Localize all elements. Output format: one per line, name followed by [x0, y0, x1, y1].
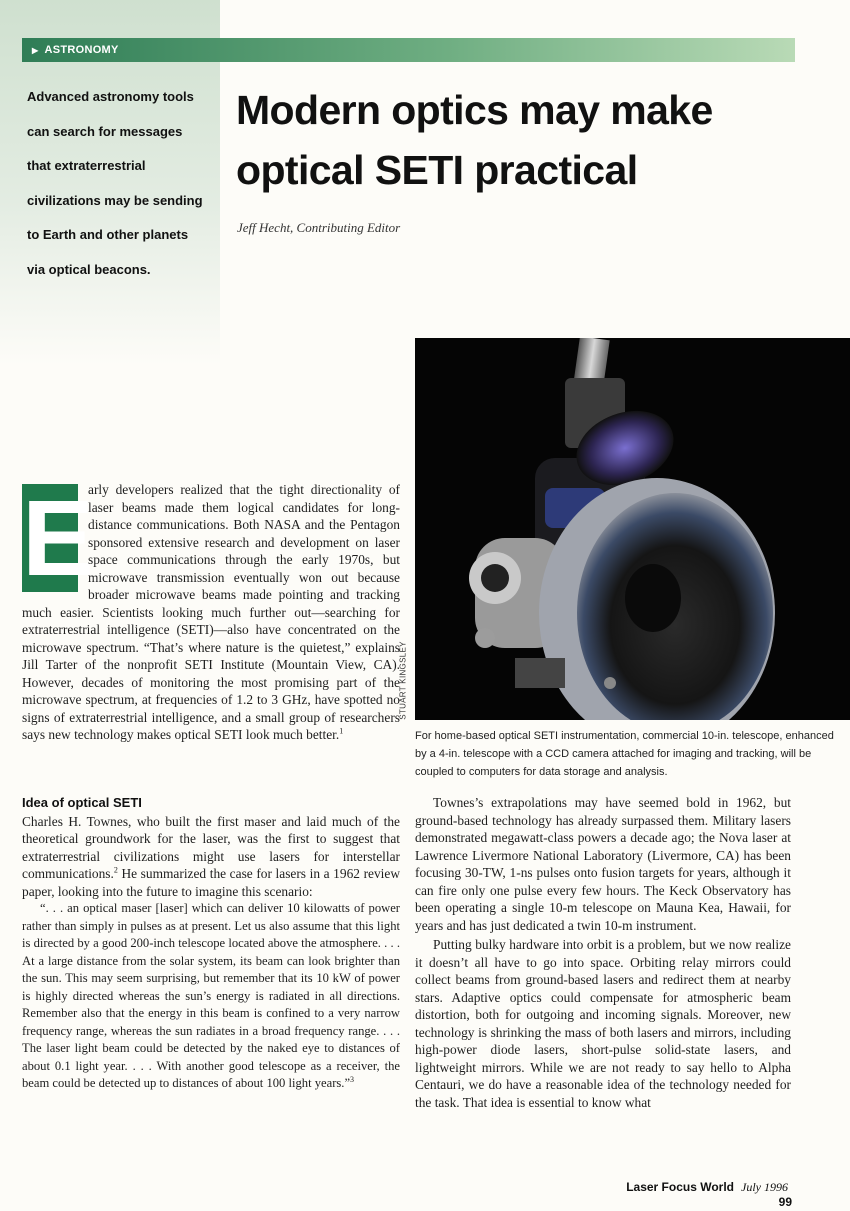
footnote-ref: 1 [339, 726, 344, 736]
right-column [415, 794, 791, 1111]
body-paragraph: Putting bulky hardware into orbit is a problem, but we now realize it doesn’t all have to go into space. Orbiting relay mirrors could collect beams from ground-based lasers and redirect them at nearby stars. Adaptive optics could compensate for atmospheric beam distortion, both for outgoing and incoming signals. Moreover, new technology is shrinking the mass of both lasers and mirrors, including high-power diode lasers, short-pulse solid-state lasers, and lightweight mirrors. While we are not ready to say hello to Alpha Centauri, we do have a reasonable idea of the technology needed for the task. That idea is essential to know what [415, 937, 791, 1110]
telescope-photo [415, 338, 850, 720]
issue-date: July 1996 [741, 1180, 788, 1194]
body-paragraph: Townes’s extrapolations may have seemed bold in 1962, but ground-based technology has already surpassed them. Military lasers demonstrated megawatt-class powers a decade ago; the Nova laser at Lawrence Livermore National Laboratory (Livermore, CA) has been focusing 30-TW, 1-ns pulses onto fusion targets for years, although it can fire only one pulse every few hours. The Keck Observatory has been operating a single 10-m telescope on Mauna Kea, Hawaii, for years and has just dedicated a twin 10-m instrument. [415, 795, 791, 933]
block-quote [22, 900, 400, 1093]
magazine-name: Laser Focus World [626, 1180, 734, 1194]
page-number: 99 [778, 1195, 792, 1209]
body-paragraph [22, 813, 400, 901]
section-banner [22, 38, 795, 62]
article-deck: Advanced astronomy tools can search for messages that extraterrestrial civilizations may be sending to Earth and other planets via optical beacons. [27, 89, 203, 277]
footnote-ref: 2 [113, 865, 118, 875]
drop-cap: E [22, 477, 95, 598]
body-text: Charles H. Townes, who built the first maser and laid much of the theoretical groundwork for the laser, was the first to suggest that extraterrestrial civilizations might use lasers for interstellar communications. [22, 813, 400, 881]
intro-paragraph [22, 477, 400, 744]
photo-caption: For home-based optical SETI instrumentation, commercial 10-in. telescope, enhanced by a 4-in. telescope with a CCD camera attached for imaging and tracking, will be coupled to computers for data storage and analysis. [415, 730, 834, 778]
subheading: Idea of optical SETI [22, 795, 142, 810]
quote-text: “. . . an optical maser [laser] which can deliver 10 kilowatts of power rather than simply in pulses as at present. Let us also assume that this light is directed by a good 200-inch telescope located above the atmosphere. . . . At a large distance from the solar system, its beam can look brighter than the sun. This may seem surprising, but remember that its 10 kW of power is highly directed whereas the sun’s energy is radiated in all directions. Remember also that the energy in this beam is confined to a very narrow frequency range, whereas the sun radiates in a broad frequency range. . . . The laser light beam could be detected by the naked eye to distances of about 0.1 light year. . . . With another good telescope as a receiver, the beam could be detected up to distances of about 100 light years.” [22, 901, 400, 1090]
footnote-ref: 3 [350, 1074, 355, 1084]
body-text: He summarized the case for lasers in a 1962 review paper, looking into the future to imagine this scenario: [22, 866, 400, 899]
article-byline: Jeff Hecht, Contributing Editor [237, 220, 401, 235]
intro-text: arly developers realized that the tight directionality of laser beams made them logical candidates for long-distance communications. Both NASA and the Pentagon sponsored extensive research and development on laser space communications through the early 1970s, but microwave transmission eventually won out because broader microwave beams made pointing and tracking much easier. Scientists looking much further out—searching for extraterrestrial intelligence (SETI)—also have concentrated on the microwave spectrum. “That’s where nature is the quietest,” explains Jill Tarter of the nonprofit SETI Institute (Mountain View, CA). However, decades of monitoring the most promising part of the microwave spectrum, at frequencies of 1.2 to 3 GHz, have spotted no signs of extraterrestrial intelligence, and a small group of researchers says new technology makes optical SETI look much better. [22, 482, 400, 742]
photo-credit-text: STUART KINGSLEY [398, 640, 408, 720]
article-headline: Modern optics may make optical SETI practical [236, 87, 713, 193]
page-footer [612, 1180, 792, 1210]
left-column [22, 794, 400, 1093]
section-label: ▶ ASTRONOMY [32, 44, 119, 56]
